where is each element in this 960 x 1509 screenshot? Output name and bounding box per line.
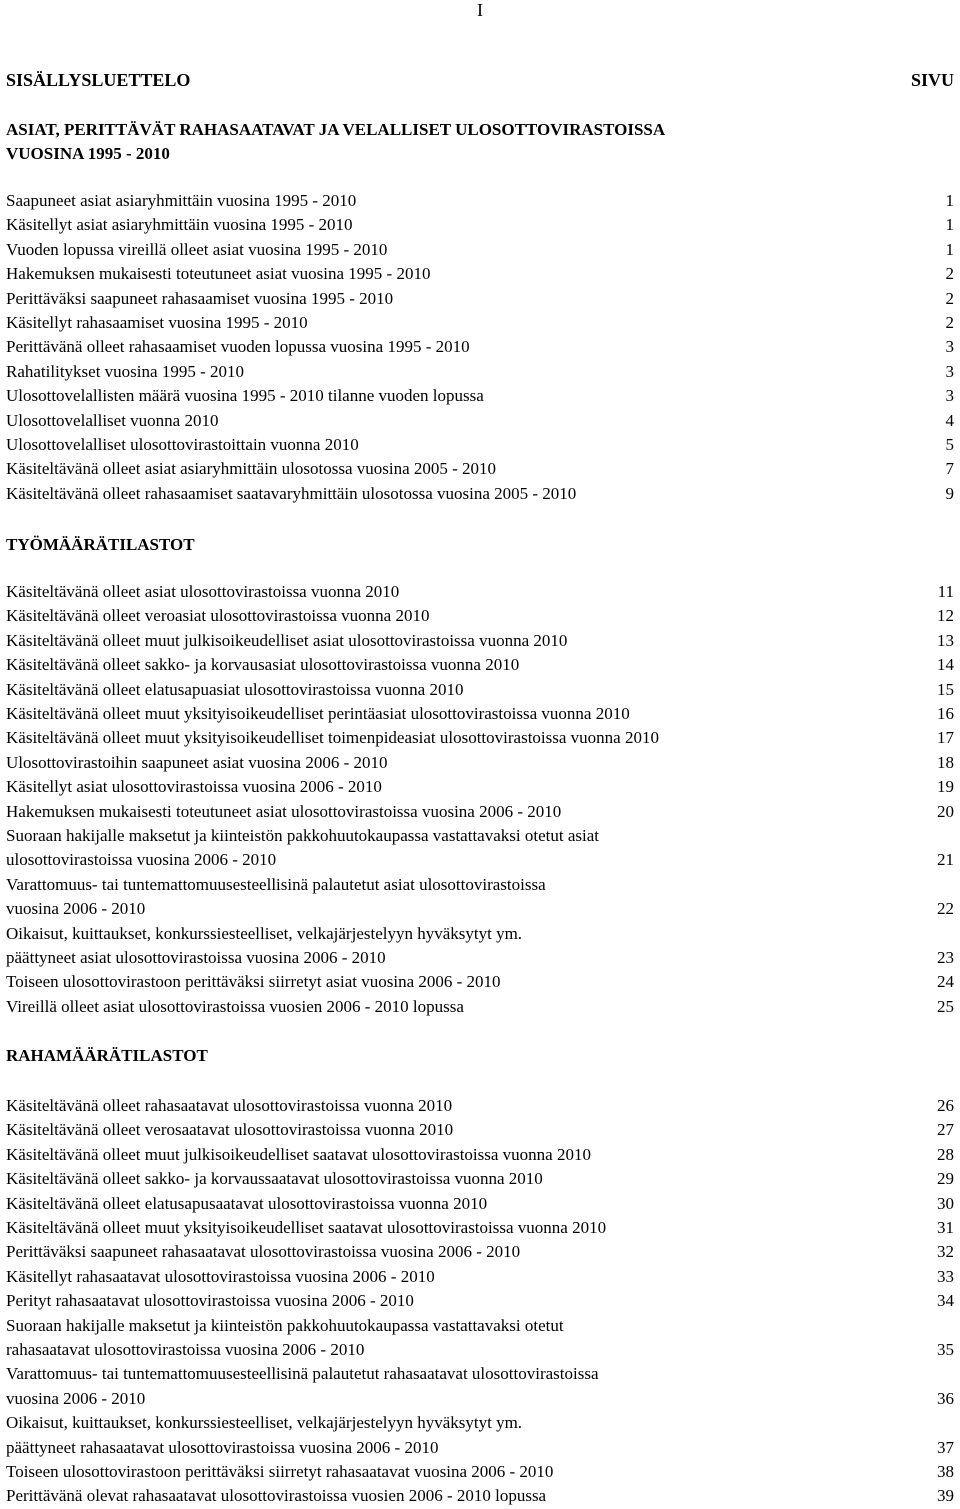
- toc-entry-title: Ulosottovelalliset vuonna 2010: [6, 410, 219, 430]
- toc-entry-title: Käsiteltävänä olleet elatusapuasiat ulosottovirastoissa vuonna 2010: [6, 679, 464, 699]
- toc-entry-page: 38: [937, 1461, 954, 1481]
- toc-entry-page: 7: [945, 459, 954, 479]
- toc-entry-page: 18: [937, 752, 954, 772]
- toc-entry-title: Käsiteltävänä olleet muut yksityisoikeudelliset toimenpideasiat ulosottovirastoissa vuonna 2010: [6, 728, 659, 748]
- toc-entry-page: 3: [945, 337, 954, 357]
- toc-entry-page: 26: [937, 1095, 954, 1115]
- toc-entry-page: 3: [945, 386, 954, 406]
- toc-title: SISÄLLYSLUETTELO: [6, 70, 191, 90]
- toc-entry-page: 21: [937, 850, 954, 870]
- section-title-tyomaara: TYÖMÄÄRÄTILASTOT: [6, 535, 195, 554]
- toc-entry-title: Käsitellyt asiat ulosottovirastoissa vuosina 2006 - 2010: [6, 777, 382, 797]
- toc-entry[interactable]: [6, 1143, 954, 1167]
- toc-entry-title: Toiseen ulosottovirastoon perittäväksi siirretyt asiat vuosina 2006 - 2010: [6, 972, 501, 992]
- toc-entry-title: Oikaisut, kuittaukset, konkurssiesteelliset, velkajärjestelyyn hyväksytyt ym. päättyneet asiat ulosottovirastoissa vuosina 2006 - 2010: [6, 923, 523, 967]
- toc-entry-title: Oikaisut, kuittaukset, konkurssiesteelliset, velkajärjestelyyn hyväksytyt ym. päättyneet rahasaatavat ulosottovirastoissa vuosina 2006 - 2010: [6, 1413, 523, 1457]
- toc-entry-page: 31: [937, 1217, 954, 1237]
- toc-entry-page: 11: [937, 581, 954, 601]
- toc-entry-title: Varattomuus- tai tuntemattomuusesteellisinä palautetut rahasaatavat ulosottovirastoissa vuosina 2006 - 2010: [6, 1364, 599, 1408]
- toc-entry-page: 28: [937, 1144, 954, 1164]
- toc-entry-page: 1: [945, 239, 954, 259]
- toc-entry[interactable]: [6, 702, 954, 726]
- toc-entry-title: Perittäväksi saapuneet rahasaatavat ulosottovirastoissa vuosina 2006 - 2010: [6, 1242, 521, 1262]
- toc-entry-title: Saapuneet asiat asiaryhmittäin vuosina 1995 - 2010: [6, 191, 357, 210]
- toc-entry[interactable]: [6, 1240, 954, 1264]
- section-title-rahamaara: RAHAMÄÄRÄTILASTOT: [6, 1046, 208, 1065]
- toc-entry-page: 15: [937, 679, 954, 699]
- toc-entry-title: Käsiteltävänä olleet muut yksityisoikeudelliset saatavat ulosottovirastoissa vuonna 2010: [6, 1217, 607, 1237]
- toc-entry[interactable]: [6, 1289, 954, 1313]
- toc-entry[interactable]: [6, 751, 954, 775]
- toc-entry-page: 20: [937, 801, 954, 821]
- page-number: I: [477, 0, 483, 20]
- toc-entry[interactable]: [6, 922, 954, 971]
- toc-entry-title: Käsiteltävänä olleet rahasaatavat ulosottovirastoissa vuonna 2010: [6, 1096, 453, 1115]
- toc-entry-page: 33: [937, 1266, 954, 1286]
- toc-entry-title: Käsiteltävänä olleet sakko- ja korvausasiat ulosottovirastoissa vuonna 2010: [6, 655, 520, 675]
- toc-entry[interactable]: [6, 238, 954, 262]
- toc-entry[interactable]: [6, 384, 954, 408]
- toc-entry-title: Käsitellyt rahasaamiset vuosina 1995 - 2010: [6, 312, 308, 332]
- toc-entry[interactable]: [6, 1192, 954, 1216]
- toc-entry-title: Varattomuus- tai tuntemattomuusesteellisinä palautetut asiat ulosottovirastoissa vuosina 2006 - 2010: [6, 874, 546, 919]
- toc-entry-title: Käsiteltävänä olleet muut yksityisoikeudelliset perintäasiat ulosottovirastoissa vuonna 2010: [6, 703, 630, 723]
- toc-entry-title: Käsiteltävänä olleet sakko- ja korvaussaatavat ulosottovirastoissa vuonna 2010: [6, 1169, 543, 1189]
- toc-entry[interactable]: [6, 995, 954, 1019]
- toc-entry[interactable]: [6, 970, 954, 994]
- section-title-asiat: ASIAT, PERITTÄVÄT RAHASAATAVAT JA VELALLISET ULOSOTTOVIRASTOISSA VUOSINA 1995 - 2010: [6, 120, 666, 163]
- toc-entry-page: 1: [945, 190, 954, 210]
- toc-entry[interactable]: [6, 409, 954, 433]
- toc-entry[interactable]: [6, 1460, 954, 1484]
- toc-entry[interactable]: [6, 873, 954, 922]
- toc-entry-page: 19: [937, 777, 954, 797]
- toc-entry[interactable]: [6, 726, 954, 750]
- toc-entry-page: 3: [945, 361, 954, 381]
- toc-entry[interactable]: [6, 335, 954, 359]
- toc-entry-title: Suoraan hakijalle maksetut ja kiinteistön pakkohuutokaupassa vastattavaksi otetut asiat ulosottovirastoissa vuosina 2006 - 2010: [6, 825, 599, 870]
- toc-entry-title: Käsiteltävänä olleet muut julkisoikeudelliset asiat ulosottovirastoissa vuonna 2010: [6, 630, 568, 650]
- toc-entry-title: Hakemuksen mukaisesti toteutuneet asiat ulosottovirastoissa vuosina 2006 - 2010: [6, 801, 562, 821]
- toc-entry-title: Ulosottovelalliset ulosottovirastoittain vuonna 2010: [6, 434, 359, 454]
- toc-entry-page: 25: [937, 996, 954, 1016]
- toc-entry[interactable]: [6, 457, 954, 481]
- toc-entry-title: Käsiteltävänä olleet rahasaamiset saatavaryhmittäin ulosotossa vuosina 2005 - 2010: [6, 483, 577, 503]
- toc-entry[interactable]: [6, 1484, 954, 1508]
- toc-entry[interactable]: [6, 262, 954, 286]
- toc-entry[interactable]: [6, 311, 954, 335]
- toc-entry[interactable]: [6, 189, 954, 213]
- toc-entry-title: Toiseen ulosottovirastoon perittäväksi siirretyt rahasaatavat vuosina 2006 - 2010: [6, 1461, 554, 1481]
- toc-entry[interactable]: [6, 360, 954, 384]
- toc-entry-title: Perityt rahasaatavat ulosottovirastoissa vuosina 2006 - 2010: [6, 1291, 414, 1311]
- toc-entry-page: 17: [937, 728, 954, 748]
- toc-entry[interactable]: [6, 1216, 954, 1240]
- toc-entry-page: 29: [937, 1169, 954, 1189]
- toc-entry[interactable]: [6, 1118, 954, 1142]
- toc-entry-page: 24: [937, 972, 954, 992]
- toc-entry[interactable]: [6, 287, 954, 311]
- toc-entry-page: 30: [937, 1193, 954, 1213]
- toc-entry-title: Rahatilitykset vuosina 1995 - 2010: [6, 361, 244, 381]
- toc-entry-page: 2: [945, 264, 954, 284]
- toc-entry-page: 1: [945, 215, 954, 235]
- toc-entry-title: Käsiteltävänä olleet asiat ulosottovirastoissa vuonna 2010: [6, 582, 400, 601]
- toc-entry-page: 27: [937, 1120, 954, 1140]
- toc-entry-page: 32: [937, 1242, 954, 1262]
- section-tyomaara-list: [6, 580, 954, 1019]
- toc-entry[interactable]: [6, 653, 954, 677]
- toc-entry-page: 35: [937, 1339, 954, 1359]
- toc-entry[interactable]: [6, 482, 954, 506]
- page-column-label: SIVU: [910, 70, 954, 90]
- toc-entry-title: Perittäväksi saapuneet rahasaamiset vuosina 1995 - 2010: [6, 288, 394, 308]
- toc-entry-page: 23: [937, 947, 954, 967]
- toc-entry-title: Käsiteltävänä olleet elatusapusaatavat ulosottovirastoissa vuonna 2010: [6, 1193, 488, 1213]
- toc-entry-title: Perittävänä olleet rahasaamiset vuoden lopussa vuosina 1995 - 2010: [6, 337, 470, 357]
- toc-entry[interactable]: [6, 604, 954, 628]
- toc-header: [6, 70, 954, 94]
- toc-entry[interactable]: [6, 775, 954, 799]
- toc-entry-page: 12: [937, 606, 954, 626]
- toc-entry-page: 34: [937, 1291, 954, 1311]
- toc-entry-title: Ulosottovirastoihin saapuneet asiat vuosina 2006 - 2010: [6, 752, 388, 772]
- toc-entry-page: 37: [937, 1437, 954, 1457]
- toc-entry-page: 39: [937, 1486, 954, 1506]
- toc-entry[interactable]: [6, 1265, 954, 1289]
- toc-entry-title: Käsiteltävänä olleet veroasiat ulosottovirastoissa vuonna 2010: [6, 606, 430, 626]
- toc-entry-page: 9: [945, 483, 954, 503]
- toc-entry-page: 16: [937, 703, 954, 723]
- toc-entry[interactable]: [6, 1094, 954, 1118]
- toc-entry-title: Suoraan hakijalle maksetut ja kiinteistön pakkohuutokaupassa vastattavaksi otetut rahasaatavat ulosottovirastoissa vuosina 2006 - 2010: [6, 1315, 564, 1359]
- toc-entry-page: 4: [945, 410, 954, 430]
- toc-entry[interactable]: [6, 1411, 954, 1460]
- toc-entry[interactable]: [6, 678, 954, 702]
- toc-entry[interactable]: [6, 824, 954, 873]
- toc-entry[interactable]: [6, 1314, 954, 1363]
- toc-entry[interactable]: [6, 1362, 954, 1411]
- toc-entry-page: 14: [937, 655, 954, 675]
- toc-entry-page: 22: [937, 899, 954, 919]
- toc-entry[interactable]: [6, 433, 954, 457]
- toc-entry-title: Perittävänä olevat rahasaatavat ulosottovirastoissa vuosien 2006 - 2010 lopussa: [6, 1486, 547, 1506]
- toc-entry-title: Hakemuksen mukaisesti toteutuneet asiat vuosina 1995 - 2010: [6, 264, 431, 284]
- toc-entry[interactable]: [6, 629, 954, 653]
- toc-entry-title: Käsiteltävänä olleet muut julkisoikeudelliset saatavat ulosottovirastoissa vuonna 2010: [6, 1144, 591, 1164]
- toc-entry-title: Käsitellyt asiat asiaryhmittäin vuosina 1995 - 2010: [6, 215, 353, 235]
- toc-entry-title: Vuoden lopussa vireillä olleet asiat vuosina 1995 - 2010: [6, 239, 388, 259]
- toc-entry-title: Ulosottovelallisten määrä vuosina 1995 - 2010 tilanne vuoden lopussa: [6, 386, 484, 406]
- toc-entry[interactable]: [6, 213, 954, 237]
- toc-entry-title: Käsiteltävänä olleet asiat asiaryhmittäin ulosotossa vuosina 2005 - 2010: [6, 459, 497, 479]
- toc-entry-page: 2: [945, 312, 954, 332]
- section-rahamaara-list: [6, 1094, 954, 1509]
- section-asiat-list: [6, 189, 954, 506]
- toc-entry[interactable]: [6, 1167, 954, 1191]
- toc-entry-title: Vireillä olleet asiat ulosottovirastoissa vuosien 2006 - 2010 lopussa: [6, 996, 464, 1016]
- toc-entry-page: 5: [945, 434, 954, 454]
- toc-entry-page: 36: [937, 1388, 954, 1408]
- toc-entry-title: Käsitellyt rahasaatavat ulosottovirastoissa vuosina 2006 - 2010: [6, 1266, 435, 1286]
- toc-entry-page: 13: [937, 630, 954, 650]
- toc-entry[interactable]: [6, 800, 954, 824]
- toc-entry-title: Käsiteltävänä olleet verosaatavat ulosottovirastoissa vuonna 2010: [6, 1120, 454, 1140]
- toc-entry[interactable]: [6, 580, 954, 604]
- toc-entry-page: 2: [945, 288, 954, 308]
